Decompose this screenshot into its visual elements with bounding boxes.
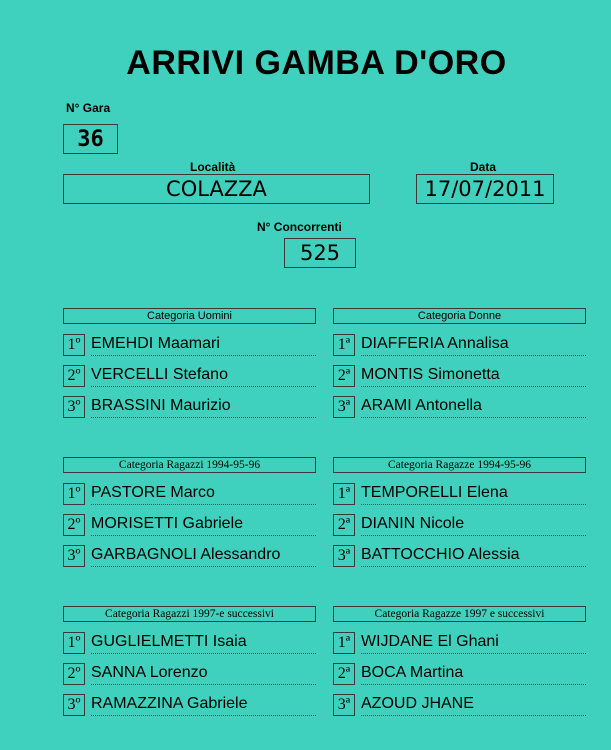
gara-field[interactable]: 36: [63, 124, 118, 154]
position-badge: 2º: [63, 514, 85, 536]
result-row: [63, 483, 316, 505]
position-badge: 3º: [63, 545, 85, 567]
result-row: [63, 632, 316, 654]
result-row: [333, 334, 586, 356]
position-badge: 1ª: [333, 632, 355, 654]
position-badge: 3º: [63, 396, 85, 418]
result-row: [63, 365, 316, 387]
page-title: ARRIVI GAMBA D'ORO: [126, 44, 507, 82]
localita-label: Località: [190, 160, 236, 174]
result-row: [63, 694, 316, 716]
result-row: [333, 632, 586, 654]
result-row: [333, 514, 586, 536]
position-badge: 1º: [63, 334, 85, 356]
athlete-name[interactable]: GARBAGNOLI Alessandro: [91, 545, 316, 567]
athlete-name[interactable]: TEMPORELLI Elena: [361, 483, 586, 505]
result-row: [333, 663, 586, 685]
concorrenti-field[interactable]: 525: [284, 238, 356, 268]
athlete-name[interactable]: BOCA Martina: [361, 663, 586, 685]
athlete-name[interactable]: GUGLIELMETTI Isaia: [91, 632, 316, 654]
athlete-name[interactable]: WIJDANE El Ghani: [361, 632, 586, 654]
athlete-name[interactable]: RAMAZZINA Gabriele: [91, 694, 316, 716]
athlete-name[interactable]: EMEHDI Maamari: [91, 334, 316, 356]
result-row: [333, 545, 586, 567]
category-title: Categoria Ragazzi 1994-95-96: [63, 457, 316, 473]
category-block-donne: [333, 308, 586, 415]
result-row: [63, 396, 316, 418]
position-badge: 3º: [63, 694, 85, 716]
result-row: [333, 396, 586, 418]
result-row: [333, 694, 586, 716]
athlete-name[interactable]: PASTORE Marco: [91, 483, 316, 505]
result-row: [63, 334, 316, 356]
athlete-name[interactable]: ARAMI Antonella: [361, 396, 586, 418]
position-badge: 3ª: [333, 396, 355, 418]
result-row: [333, 365, 586, 387]
category-block-ragazze-1994: [333, 457, 586, 564]
athlete-name[interactable]: DIAFFERIA Annalisa: [361, 334, 586, 356]
position-badge: 3ª: [333, 694, 355, 716]
category-title: Categoria Uomini: [63, 308, 316, 324]
position-badge: 2º: [63, 365, 85, 387]
athlete-name[interactable]: DIANIN Nicole: [361, 514, 586, 536]
position-badge: 1º: [63, 632, 85, 654]
localita-field[interactable]: COLAZZA: [63, 174, 370, 204]
concorrenti-label: N° Concorrenti: [257, 220, 342, 234]
category-title: Categoria Ragazze 1994-95-96: [333, 457, 586, 473]
position-badge: 1º: [63, 483, 85, 505]
athlete-name[interactable]: VERCELLI Stefano: [91, 365, 316, 387]
result-row: [333, 483, 586, 505]
result-row: [63, 663, 316, 685]
category-title: Categoria Donne: [333, 308, 586, 324]
category-block-ragazzi-1994: [63, 457, 316, 564]
athlete-name[interactable]: MONTIS Simonetta: [361, 365, 586, 387]
category-block-ragazze-1997: [333, 606, 586, 713]
position-badge: 2ª: [333, 514, 355, 536]
result-row: [63, 514, 316, 536]
position-badge: 1ª: [333, 334, 355, 356]
category-block-uomini: [63, 308, 316, 415]
category-block-ragazzi-1997: [63, 606, 316, 713]
position-badge: 2º: [63, 663, 85, 685]
athlete-name[interactable]: SANNA Lorenzo: [91, 663, 316, 685]
data-label: Data: [470, 160, 497, 174]
position-badge: 2ª: [333, 365, 355, 387]
gara-label: N° Gara: [66, 101, 111, 115]
position-badge: 3ª: [333, 545, 355, 567]
position-badge: 1ª: [333, 483, 355, 505]
category-title: Categoria Ragazze 1997 e successivi: [333, 606, 586, 622]
athlete-name[interactable]: BRASSINI Maurizio: [91, 396, 316, 418]
athlete-name[interactable]: MORISETTI Gabriele: [91, 514, 316, 536]
category-title: Categoria Ragazzi 1997-e successivi: [63, 606, 316, 622]
result-row: [63, 545, 316, 567]
position-badge: 2ª: [333, 663, 355, 685]
athlete-name[interactable]: AZOUD JHANE: [361, 694, 586, 716]
data-field[interactable]: 17/07/2011: [416, 174, 554, 204]
athlete-name[interactable]: BATTOCCHIO Alessia: [361, 545, 586, 567]
